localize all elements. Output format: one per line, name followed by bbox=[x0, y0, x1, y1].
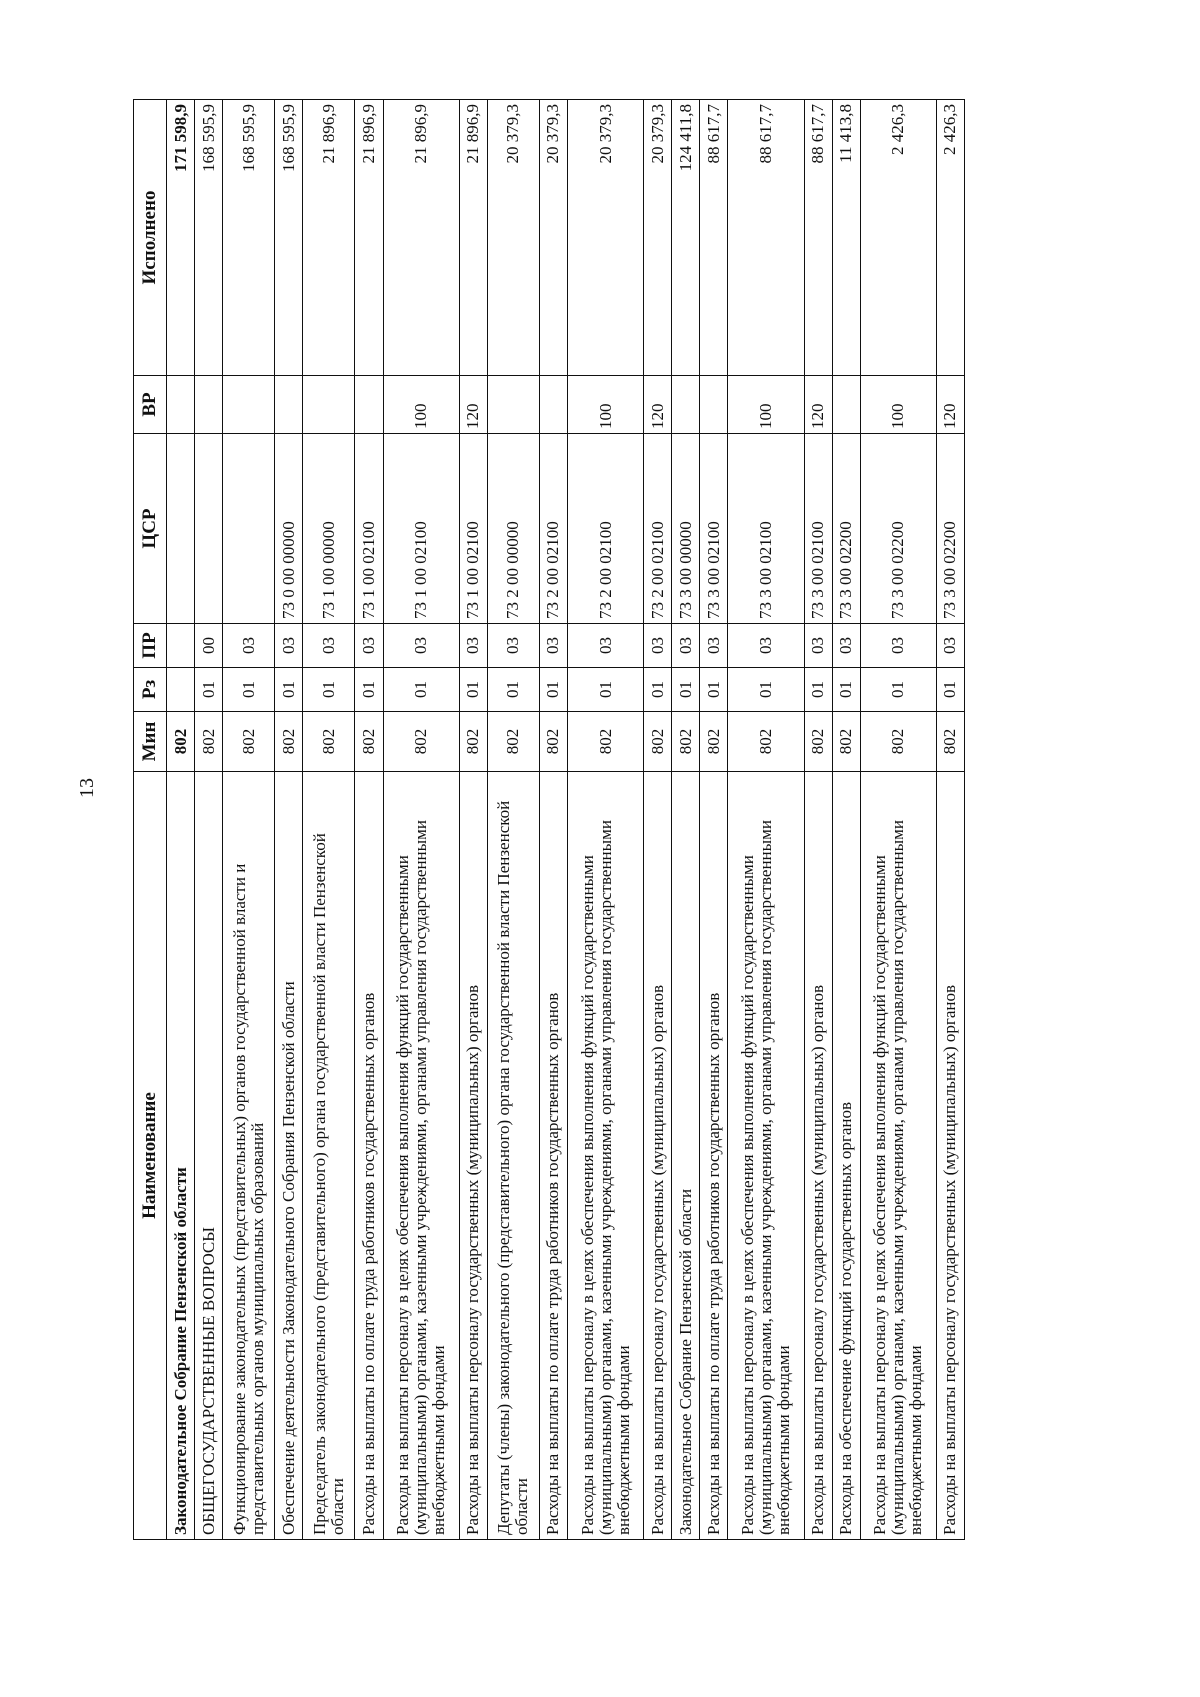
row-rz-cell: 01 bbox=[223, 668, 275, 712]
header-amount: Исполнено bbox=[134, 100, 167, 376]
row-vr-cell: 100 bbox=[728, 376, 804, 434]
row-min-cell: 802 bbox=[167, 712, 195, 772]
table-row bbox=[567, 100, 643, 1540]
row-rz-cell: 01 bbox=[303, 668, 355, 712]
row-amount-cell: 20 379,3 bbox=[539, 100, 567, 376]
row-rz-cell: 01 bbox=[275, 668, 303, 712]
row-csr-cell: 73 3 00 00000 bbox=[672, 434, 700, 624]
header-vr: ВР bbox=[134, 376, 167, 434]
row-pr-cell: 03 bbox=[567, 624, 643, 668]
table-row bbox=[223, 100, 275, 1540]
table-row bbox=[700, 100, 728, 1540]
row-amount-cell: 11 413,8 bbox=[832, 100, 860, 376]
row-rz-cell: 01 bbox=[383, 668, 459, 712]
row-min-cell: 802 bbox=[195, 712, 223, 772]
row-csr-cell bbox=[167, 434, 195, 624]
row-amount-cell: 20 379,3 bbox=[487, 100, 539, 376]
table-row bbox=[167, 100, 195, 1540]
header-csr: ЦСР bbox=[134, 434, 167, 624]
row-vr-cell bbox=[672, 376, 700, 434]
row-csr-cell bbox=[223, 434, 275, 624]
row-min-cell: 802 bbox=[303, 712, 355, 772]
budget-table-rotated bbox=[133, 100, 965, 1540]
row-name-cell: Расходы на выплаты персоналу государственных (муниципальных) органов bbox=[936, 772, 964, 1540]
row-csr-cell: 73 3 00 02100 bbox=[804, 434, 832, 624]
row-min-cell: 802 bbox=[487, 712, 539, 772]
table-row bbox=[860, 100, 936, 1540]
row-amount-cell: 168 595,9 bbox=[275, 100, 303, 376]
row-name-cell: ОБЩЕГОСУДАРСТВЕННЫЕ ВОПРОСЫ bbox=[195, 772, 223, 1540]
row-csr-cell: 73 3 00 02100 bbox=[728, 434, 804, 624]
row-name-cell: Расходы на выплаты персоналу государственных (муниципальных) органов bbox=[644, 772, 672, 1540]
row-vr-cell: 120 bbox=[459, 376, 487, 434]
row-min-cell: 802 bbox=[539, 712, 567, 772]
row-name-cell: Председатель законодательного (представительного) органа государственной власти Пензенской области bbox=[303, 772, 355, 1540]
row-csr-cell: 73 1 00 00000 bbox=[303, 434, 355, 624]
row-pr-cell: 03 bbox=[303, 624, 355, 668]
row-name-cell: Расходы на выплаты по оплате труда работников государственных органов bbox=[700, 772, 728, 1540]
header-rz: Рз bbox=[134, 668, 167, 712]
table-row bbox=[804, 100, 832, 1540]
row-rz-cell: 01 bbox=[860, 668, 936, 712]
row-name-cell: Расходы на обеспечение функций государственных органов bbox=[832, 772, 860, 1540]
row-min-cell: 802 bbox=[223, 712, 275, 772]
row-pr-cell: 03 bbox=[487, 624, 539, 668]
row-vr-cell bbox=[539, 376, 567, 434]
row-csr-cell bbox=[195, 434, 223, 624]
row-pr-cell: 03 bbox=[700, 624, 728, 668]
row-rz-cell: 01 bbox=[672, 668, 700, 712]
row-rz-cell: 01 bbox=[832, 668, 860, 712]
table-row bbox=[275, 100, 303, 1540]
table-row bbox=[644, 100, 672, 1540]
row-csr-cell: 73 1 00 02100 bbox=[459, 434, 487, 624]
row-min-cell: 802 bbox=[728, 712, 804, 772]
row-vr-cell bbox=[275, 376, 303, 434]
row-min-cell: 802 bbox=[832, 712, 860, 772]
row-name-cell: Расходы на выплаты персоналу государственных (муниципальных) органов bbox=[804, 772, 832, 1540]
row-vr-cell: 120 bbox=[644, 376, 672, 434]
row-csr-cell: 73 1 00 02100 bbox=[355, 434, 383, 624]
row-rz-cell: 01 bbox=[936, 668, 964, 712]
table-row bbox=[459, 100, 487, 1540]
row-name-cell: Депутаты (члены) законодательного (представительного) органа государственной власти Пензенской области bbox=[487, 772, 539, 1540]
row-rz-cell: 01 bbox=[804, 668, 832, 712]
row-pr-cell: 03 bbox=[804, 624, 832, 668]
row-amount-cell: 88 617,7 bbox=[700, 100, 728, 376]
row-amount-cell: 168 595,9 bbox=[223, 100, 275, 376]
row-csr-cell: 73 3 00 02200 bbox=[832, 434, 860, 624]
row-amount-cell: 21 896,9 bbox=[355, 100, 383, 376]
row-csr-cell: 73 2 00 00000 bbox=[487, 434, 539, 624]
row-vr-cell bbox=[195, 376, 223, 434]
row-pr-cell: 03 bbox=[860, 624, 936, 668]
table-row bbox=[728, 100, 804, 1540]
row-vr-cell bbox=[832, 376, 860, 434]
row-pr-cell: 03 bbox=[383, 624, 459, 668]
row-amount-cell: 88 617,7 bbox=[728, 100, 804, 376]
row-vr-cell: 120 bbox=[804, 376, 832, 434]
row-vr-cell bbox=[355, 376, 383, 434]
row-csr-cell: 73 0 00 00000 bbox=[275, 434, 303, 624]
row-rz-cell bbox=[167, 668, 195, 712]
row-name-cell: Законодательное Собрание Пензенской области bbox=[167, 772, 195, 1540]
row-amount-cell: 20 379,3 bbox=[567, 100, 643, 376]
table-row bbox=[672, 100, 700, 1540]
row-pr-cell: 03 bbox=[644, 624, 672, 668]
row-min-cell: 802 bbox=[383, 712, 459, 772]
row-min-cell: 802 bbox=[644, 712, 672, 772]
row-pr-cell: 03 bbox=[459, 624, 487, 668]
row-name-cell: Расходы на выплаты по оплате труда работников государственных органов bbox=[355, 772, 383, 1540]
table-row bbox=[539, 100, 567, 1540]
row-amount-cell: 168 595,9 bbox=[195, 100, 223, 376]
table-header-row bbox=[134, 100, 167, 1540]
row-amount-cell: 21 896,9 bbox=[383, 100, 459, 376]
row-pr-cell: 03 bbox=[223, 624, 275, 668]
table-body bbox=[167, 100, 965, 1540]
row-name-cell: Расходы на выплаты по оплате труда работников государственных органов bbox=[539, 772, 567, 1540]
table-row bbox=[195, 100, 223, 1540]
page-number: 13 bbox=[76, 778, 98, 798]
table-row bbox=[303, 100, 355, 1540]
row-amount-cell: 171 598,9 bbox=[167, 100, 195, 376]
row-pr-cell: 03 bbox=[539, 624, 567, 668]
row-vr-cell bbox=[700, 376, 728, 434]
row-min-cell: 802 bbox=[936, 712, 964, 772]
header-min: Мин bbox=[134, 712, 167, 772]
row-min-cell: 802 bbox=[355, 712, 383, 772]
row-csr-cell: 73 2 00 02100 bbox=[567, 434, 643, 624]
row-csr-cell: 73 3 00 02200 bbox=[860, 434, 936, 624]
row-name-cell: Расходы на выплаты персоналу государственных (муниципальных) органов bbox=[459, 772, 487, 1540]
row-amount-cell: 2 426,3 bbox=[936, 100, 964, 376]
row-rz-cell: 01 bbox=[700, 668, 728, 712]
row-amount-cell: 88 617,7 bbox=[804, 100, 832, 376]
row-rz-cell: 01 bbox=[539, 668, 567, 712]
row-csr-cell: 73 1 00 02100 bbox=[383, 434, 459, 624]
row-pr-cell: 03 bbox=[275, 624, 303, 668]
row-min-cell: 802 bbox=[567, 712, 643, 772]
row-name-cell: Законодательное Собрание Пензенской области bbox=[672, 772, 700, 1540]
row-pr-cell: 03 bbox=[936, 624, 964, 668]
row-vr-cell: 120 bbox=[936, 376, 964, 434]
row-pr-cell: 00 bbox=[195, 624, 223, 668]
row-rz-cell: 01 bbox=[567, 668, 643, 712]
table-row bbox=[832, 100, 860, 1540]
row-pr-cell: 03 bbox=[672, 624, 700, 668]
row-name-cell: Расходы на выплаты персоналу в целях обеспечения выполнения функций государственными (муниципальными) органами, казенными учреждениями, органами управления государственными внебюджетными фондами bbox=[728, 772, 804, 1540]
header-pr: ПР bbox=[134, 624, 167, 668]
header-name: Наименование bbox=[134, 772, 167, 1540]
row-rz-cell: 01 bbox=[728, 668, 804, 712]
row-pr-cell: 03 bbox=[355, 624, 383, 668]
table-row bbox=[355, 100, 383, 1540]
table-row bbox=[383, 100, 459, 1540]
row-csr-cell: 73 2 00 02100 bbox=[644, 434, 672, 624]
row-amount-cell: 21 896,9 bbox=[459, 100, 487, 376]
row-csr-cell: 73 3 00 02200 bbox=[936, 434, 964, 624]
row-name-cell: Расходы на выплаты персоналу в целях обеспечения выполнения функций государственными (муниципальными) органами, казенными учреждениями, органами управления государственными внебюджетными фондами bbox=[860, 772, 936, 1540]
row-vr-cell bbox=[223, 376, 275, 434]
row-amount-cell: 20 379,3 bbox=[644, 100, 672, 376]
row-amount-cell: 21 896,9 bbox=[303, 100, 355, 376]
row-vr-cell bbox=[167, 376, 195, 434]
row-min-cell: 802 bbox=[672, 712, 700, 772]
row-pr-cell: 03 bbox=[728, 624, 804, 668]
row-amount-cell: 2 426,3 bbox=[860, 100, 936, 376]
row-vr-cell bbox=[303, 376, 355, 434]
row-rz-cell: 01 bbox=[195, 668, 223, 712]
row-vr-cell: 100 bbox=[567, 376, 643, 434]
row-csr-cell: 73 3 00 02100 bbox=[700, 434, 728, 624]
row-pr-cell bbox=[167, 624, 195, 668]
row-pr-cell: 03 bbox=[832, 624, 860, 668]
row-name-cell: Обеспечение деятельности Законодательного Собрания Пензенской области bbox=[275, 772, 303, 1540]
row-name-cell: Расходы на выплаты персоналу в целях обеспечения выполнения функций государственными (муниципальными) органами, казенными учреждениями, органами управления государственными внебюджетными фондами bbox=[383, 772, 459, 1540]
row-min-cell: 802 bbox=[700, 712, 728, 772]
budget-table bbox=[133, 99, 965, 1540]
row-vr-cell: 100 bbox=[383, 376, 459, 434]
row-vr-cell: 100 bbox=[860, 376, 936, 434]
row-min-cell: 802 bbox=[804, 712, 832, 772]
row-min-cell: 802 bbox=[860, 712, 936, 772]
table-row bbox=[936, 100, 964, 1540]
row-rz-cell: 01 bbox=[459, 668, 487, 712]
row-min-cell: 802 bbox=[459, 712, 487, 772]
row-min-cell: 802 bbox=[275, 712, 303, 772]
row-rz-cell: 01 bbox=[355, 668, 383, 712]
row-vr-cell bbox=[487, 376, 539, 434]
row-amount-cell: 124 411,8 bbox=[672, 100, 700, 376]
row-csr-cell: 73 2 00 02100 bbox=[539, 434, 567, 624]
row-rz-cell: 01 bbox=[644, 668, 672, 712]
row-name-cell: Расходы на выплаты персоналу в целях обеспечения выполнения функций государственными (муниципальными) органами, казенными учреждениями, органами управления государственными внебюджетными фондами bbox=[567, 772, 643, 1540]
table-row bbox=[487, 100, 539, 1540]
row-name-cell: Функционирование законодательных (представительных) органов государственной власти и представительных органов муниципальных образований bbox=[223, 772, 275, 1540]
row-rz-cell: 01 bbox=[487, 668, 539, 712]
